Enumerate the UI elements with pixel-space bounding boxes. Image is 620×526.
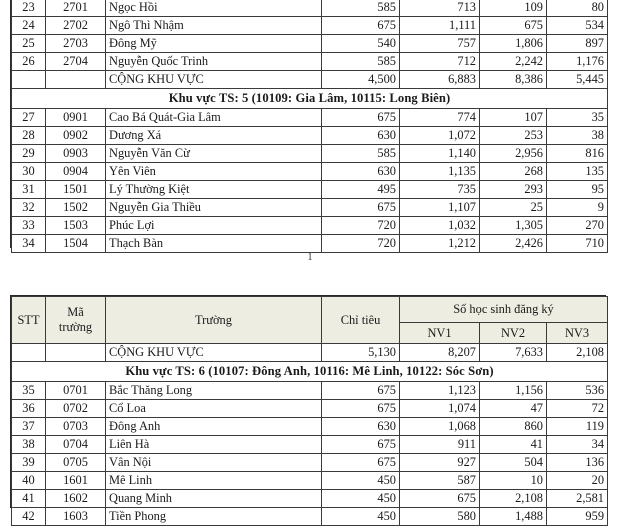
cell-nv2: 2,242 [480,53,547,71]
cell-nv3: 9 [547,199,608,217]
cell-nv3: 959 [547,508,608,526]
cell-nv3: 80 [547,0,608,17]
cell-truong: Cổ Loa [106,400,322,418]
cell-nv2: 2,956 [480,145,547,163]
cell-ma-truong: 1601 [46,472,106,490]
cell-chi-tieu: 675 [322,382,400,400]
cell-stt: 24 [12,17,46,35]
column-header-truong: Trường [106,297,322,344]
cell-ma-truong: 1602 [46,490,106,508]
cell-nv3: 536 [547,382,608,400]
cell-chi-tieu: 585 [322,0,400,17]
region-header-row [12,362,608,382]
column-header-group-registrations: Số học sinh đăng ký [400,297,608,323]
table-row [12,0,608,17]
cell-nv2: 2,426 [480,235,547,253]
cell-nv3: 1,176 [547,53,608,71]
cell-nv3: 35 [547,109,608,127]
cell-nv2: 293 [480,181,547,199]
cell-chi-tieu: 675 [322,199,400,217]
cell-chi-tieu: 720 [322,235,400,253]
cell-nv1: 927 [400,454,480,472]
cell-stt: 25 [12,35,46,53]
cell-ma-truong: 0901 [46,109,106,127]
cell-chi-tieu: 585 [322,53,400,71]
cell-truong: Quang Minh [106,490,322,508]
cell-stt: 42 [12,508,46,526]
column-header-nv1: NV1 [400,323,480,344]
cell-chi-tieu: 720 [322,217,400,235]
cell-ma-truong [46,71,106,89]
cell-truong: Tiền Phong [106,508,322,526]
cell-nv1: 1,068 [400,418,480,436]
cell-nv2: 504 [480,454,547,472]
cell-nv2: 268 [480,163,547,181]
cell-chi-tieu: 630 [322,163,400,181]
cell-ma-truong: 1502 [46,199,106,217]
cell-ma-truong: 2702 [46,17,106,35]
cell-nv2: 1,488 [480,508,547,526]
cell-ma-truong: 0702 [46,400,106,418]
table-row [12,472,608,490]
region-header-row [12,89,608,109]
cell-stt: 35 [12,382,46,400]
cell-nv1: 1,123 [400,382,480,400]
cell-nv2: 253 [480,127,547,145]
cell-nv1: 1,107 [400,199,480,217]
table-total-row [12,71,608,89]
cell-nv1: 757 [400,35,480,53]
cell-stt: 39 [12,454,46,472]
cell-stt: 31 [12,181,46,199]
cell-chi-tieu: 450 [322,472,400,490]
table-row [12,508,608,526]
cell-nv3: 38 [547,127,608,145]
table-row [12,490,608,508]
table-row [12,163,608,181]
enrollment-table-upper [10,0,606,248]
cell-stt: 37 [12,418,46,436]
column-header-stt: STT [12,297,46,344]
cell-nv2: 107 [480,109,547,127]
column-header-nv2: NV2 [480,323,547,344]
cell-chi-tieu: 675 [322,17,400,35]
cell-truong: CỘNG KHU VỰC [106,344,322,362]
table-total-row [12,344,608,362]
table-row [12,109,608,127]
cell-ma-truong [46,344,106,362]
table-row [12,35,608,53]
table-1 [11,0,608,253]
cell-nv2: 2,108 [480,490,547,508]
cell-nv2: 1,156 [480,382,547,400]
cell-nv1: 1,212 [400,235,480,253]
cell-stt: 33 [12,217,46,235]
cell-nv2: 860 [480,418,547,436]
cell-nv1: 6,883 [400,71,480,89]
cell-chi-tieu: 4,500 [322,71,400,89]
cell-nv3: 136 [547,454,608,472]
cell-nv3: 2,108 [547,344,608,362]
cell-nv3: 95 [547,181,608,199]
table-row [12,235,608,253]
cell-truong: Ngọc Hồi [106,0,322,17]
cell-nv2: 8,386 [480,71,547,89]
cell-stt [12,344,46,362]
cell-nv1: 774 [400,109,480,127]
table-row [12,199,608,217]
cell-stt: 36 [12,400,46,418]
cell-ma-truong: 0903 [46,145,106,163]
cell-nv2: 109 [480,0,547,17]
cell-stt: 26 [12,53,46,71]
cell-ma-truong: 0701 [46,382,106,400]
cell-chi-tieu: 5,130 [322,344,400,362]
cell-stt: 34 [12,235,46,253]
cell-stt [12,71,46,89]
cell-nv3: 20 [547,472,608,490]
cell-chi-tieu: 450 [322,508,400,526]
cell-nv2: 47 [480,400,547,418]
cell-chi-tieu: 675 [322,436,400,454]
table-row [12,217,608,235]
cell-nv3: 135 [547,163,608,181]
page-number: 1 [307,252,313,263]
cell-nv1: 911 [400,436,480,454]
cell-stt: 30 [12,163,46,181]
table-row [12,400,608,418]
column-header-ma-truong [46,297,106,344]
cell-nv1: 580 [400,508,480,526]
cell-truong: Cao Bá Quát-Gia Lâm [106,109,322,127]
cell-nv3: 897 [547,35,608,53]
cell-ma-truong: 1504 [46,235,106,253]
cell-ma-truong: 1501 [46,181,106,199]
cell-truong: Thạch Bàn [106,235,322,253]
cell-nv2: 41 [480,436,547,454]
cell-nv1: 713 [400,0,480,17]
cell-nv1: 1,135 [400,163,480,181]
table-row [12,17,608,35]
cell-ma-truong: 2704 [46,53,106,71]
cell-ma-truong: 2703 [46,35,106,53]
table-2-header [12,297,608,344]
cell-nv1: 587 [400,472,480,490]
cell-nv1: 712 [400,53,480,71]
table-row [12,382,608,400]
cell-truong: Đông Mỹ [106,35,322,53]
cell-nv2: 675 [480,17,547,35]
cell-stt: 27 [12,109,46,127]
cell-nv3: 34 [547,436,608,454]
cell-chi-tieu: 675 [322,400,400,418]
cell-stt: 23 [12,0,46,17]
cell-nv1: 1,074 [400,400,480,418]
header-row-1 [12,297,608,323]
cell-stt: 41 [12,490,46,508]
cell-chi-tieu: 540 [322,35,400,53]
cell-chi-tieu: 630 [322,127,400,145]
cell-nv1: 735 [400,181,480,199]
cell-nv3: 270 [547,217,608,235]
cell-truong: Bắc Thăng Long [106,382,322,400]
cell-nv1: 1,140 [400,145,480,163]
table-row [12,53,608,71]
ma-truong-line2: trường [58,320,93,334]
column-header-nv3: NV3 [547,323,608,344]
region-header-label: Khu vực TS: 5 (10109: Gia Lâm, 10115: Long Biên) [12,89,608,109]
cell-nv3: 816 [547,145,608,163]
cell-nv3: 2,581 [547,490,608,508]
cell-nv3: 5,445 [547,71,608,89]
cell-nv1: 675 [400,490,480,508]
ma-truong-line1: Mã [67,305,84,319]
table-row [12,127,608,145]
cell-stt: 38 [12,436,46,454]
cell-truong: Nguyễn Quốc Trinh [106,53,322,71]
cell-truong: Yên Viên [106,163,322,181]
cell-chi-tieu: 495 [322,181,400,199]
cell-nv1: 1,072 [400,127,480,145]
cell-chi-tieu: 675 [322,109,400,127]
cell-stt: 28 [12,127,46,145]
cell-nv2: 1,305 [480,217,547,235]
cell-truong: Lý Thường Kiệt [106,181,322,199]
cell-truong: Nguyễn Văn Cừ [106,145,322,163]
cell-truong: CỘNG KHU VỰC [106,71,322,89]
cell-ma-truong: 0704 [46,436,106,454]
region-header-label: Khu vực TS: 6 (10107: Đông Anh, 10116: Mê Linh, 10122: Sóc Sơn) [12,362,608,382]
cell-truong: Ngô Thì Nhậm [106,17,322,35]
table-2 [11,296,608,526]
cell-ma-truong: 0904 [46,163,106,181]
table-row [12,418,608,436]
cell-chi-tieu: 630 [322,418,400,436]
cell-ma-truong: 1503 [46,217,106,235]
table-row [12,145,608,163]
cell-nv1: 1,111 [400,17,480,35]
cell-chi-tieu: 585 [322,145,400,163]
cell-nv2: 25 [480,199,547,217]
cell-nv3: 72 [547,400,608,418]
cell-stt: 40 [12,472,46,490]
table-row [12,454,608,472]
cell-ma-truong: 1603 [46,508,106,526]
cell-nv3: 534 [547,17,608,35]
enrollment-table-lower [10,295,606,523]
cell-nv3: 710 [547,235,608,253]
cell-stt: 32 [12,199,46,217]
cell-ma-truong: 0902 [46,127,106,145]
column-header-chi-tieu: Chỉ tiêu [322,297,400,344]
cell-truong: Mê Linh [106,472,322,490]
table-row [12,436,608,454]
cell-truong: Phúc Lợi [106,217,322,235]
cell-chi-tieu: 450 [322,490,400,508]
cell-truong: Liên Hà [106,436,322,454]
cell-nv3: 119 [547,418,608,436]
cell-nv2: 1,806 [480,35,547,53]
cell-truong: Đông Anh [106,418,322,436]
cell-truong: Dương Xá [106,127,322,145]
cell-ma-truong: 0703 [46,418,106,436]
table-row [12,181,608,199]
cell-stt: 29 [12,145,46,163]
cell-ma-truong: 2701 [46,0,106,17]
cell-nv1: 1,032 [400,217,480,235]
cell-chi-tieu: 675 [322,454,400,472]
cell-nv2: 7,633 [480,344,547,362]
cell-truong: Vân Nội [106,454,322,472]
cell-ma-truong: 0705 [46,454,106,472]
cell-nv1: 8,207 [400,344,480,362]
cell-truong: Nguyễn Gia Thiều [106,199,322,217]
cell-nv2: 10 [480,472,547,490]
